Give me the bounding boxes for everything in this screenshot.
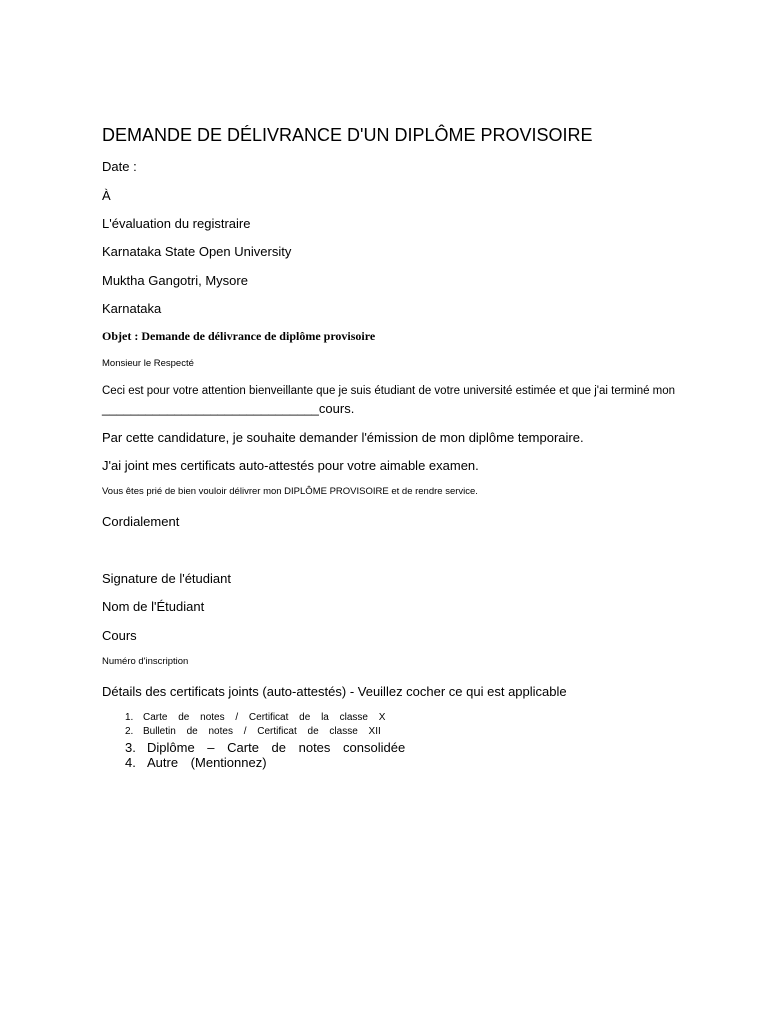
salutation: Monsieur le Respecté: [102, 358, 194, 369]
enrollment-number-label: Numéro d'inscription: [102, 656, 189, 667]
list-item-text: Carte de notes / Certificat de la classe X: [143, 712, 386, 723]
course-label: Cours: [102, 628, 137, 643]
list-item-number: 2.: [125, 726, 134, 737]
body-paragraph-1-line-2: ______________________________cours.: [102, 401, 355, 416]
recipient-line-3: Muktha Gangotri, Mysore: [102, 273, 248, 288]
signature-label: Signature de l'étudiant: [102, 571, 231, 586]
date-label: Date :: [102, 159, 137, 174]
list-item: [125, 756, 267, 769]
recipient-line-4: Karnataka: [102, 301, 162, 316]
body-paragraph-2: Par cette candidature, je souhaite demander l'émission de mon diplôme temporaire.: [102, 430, 584, 445]
list-item-text: Diplôme – Carte de notes consolidée: [147, 740, 406, 755]
list-item: [125, 741, 405, 754]
body-paragraph-1-line-1: Ceci est pour votre attention bienveillante que je suis étudiant de votre université estimée et que j'ai terminé mon: [102, 385, 676, 397]
list-item-number: 3.: [125, 740, 136, 755]
document-title: DEMANDE DE DÉLIVRANCE D'UN DIPLÔME PROVISOIRE: [102, 125, 593, 145]
list-item-text: Bulletin de notes / Certificat de classe XII: [143, 726, 381, 737]
body-paragraph-4: Vous êtes prié de bien vouloir délivrer mon DIPLÔME PROVISOIRE et de rendre service.: [102, 486, 478, 497]
list-item-number: 1.: [125, 712, 134, 723]
certificates-heading: Détails des certificats joints (auto-attestés) - Veuillez cocher ce qui est applicable: [102, 684, 567, 699]
student-name-label: Nom de l'Étudiant: [102, 599, 205, 614]
list-item-text: Autre (Mentionnez): [147, 755, 267, 770]
to-label: À: [102, 188, 111, 203]
list-item: [125, 713, 385, 723]
recipient-line-2: Karnataka State Open University: [102, 244, 292, 259]
list-item: [125, 727, 381, 737]
list-item-number: 4.: [125, 755, 136, 770]
closing: Cordialement: [102, 514, 180, 529]
body-paragraph-3: J'ai joint mes certificats auto-attestés pour votre aimable examen.: [102, 458, 479, 473]
recipient-line-1: L'évaluation du registraire: [102, 216, 251, 231]
subject-line: Objet : Demande de délivrance de diplôme provisoire: [102, 329, 376, 343]
